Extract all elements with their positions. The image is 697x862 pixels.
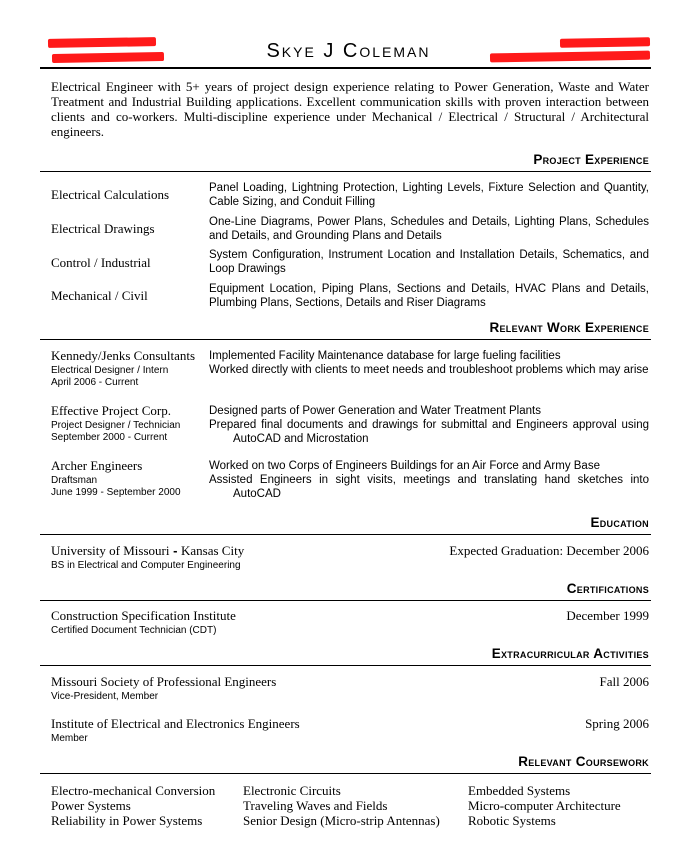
summary-paragraph: Electrical Engineer with 5+ years of project design experience relating to Power Generation, Waste and Water Treatment and Industrial Building applications. Excellent communication skills with proven interaction between clients and co-workers. Multi-discipline experience under Mechanical / Electrical / Structural / Architectural engineers. [51, 79, 649, 139]
job-bullet: Implemented Facility Maintenance database for large fueling facilities [209, 350, 561, 362]
certification-organization: Construction Specification Institute [51, 608, 236, 623]
certification-date: December 1999 [566, 608, 649, 623]
course-item: Traveling Waves and Fields [243, 798, 388, 813]
education-graduation: Expected Graduation: December 2006 [449, 543, 649, 558]
coursework-column [468, 783, 621, 828]
job-role: Draftsman [51, 475, 98, 486]
job-role: Project Designer / Technician [51, 420, 181, 431]
course-item: Robotic Systems [468, 813, 556, 828]
course-item: Electronic Circuits [243, 783, 341, 798]
job-bullet: Designed parts of Power Generation and Water Treatment Plants [209, 405, 541, 417]
course-item: Embedded Systems [468, 783, 571, 798]
certification-name: Certified Document Technician (CDT) [51, 625, 217, 636]
job-organization: Effective Project Corp. [51, 403, 171, 418]
project-label: Control / Industrial [51, 255, 151, 270]
resume-name: Skye J Coleman [266, 40, 431, 62]
project-desc: Equipment Location, Piping Plans, Sections and Details, HVAC Plans and Details, Plumbing Plans, Sections, Details and Riser Diagrams [209, 283, 649, 309]
job-bullet: Prepared final documents and drawings for submittal and Engineers approval using AutoCAD and Microstation [209, 419, 649, 445]
activity-date: Fall 2006 [599, 674, 649, 689]
activity-role: Member [51, 733, 88, 744]
course-item: Power Systems [51, 798, 131, 813]
section-divider [40, 665, 651, 666]
project-label: Electrical Calculations [51, 187, 170, 202]
section-title-extracurricular: Extracurricular Activities [491, 646, 649, 661]
coursework-column [243, 783, 440, 828]
section-divider [40, 534, 651, 535]
job-bullet: Worked directly with clients to meet needs and troubleshoot problems which may arise [209, 364, 649, 376]
section-divider [40, 773, 651, 774]
job-organization: Archer Engineers [51, 458, 143, 473]
project-desc: One-Line Diagrams, Power Plans, Schedules and Details, Lighting Plans, Schedules and Details, and Grounding Plans and Details [209, 216, 649, 242]
school-campus: Kansas City [181, 543, 245, 558]
section-divider [40, 339, 651, 340]
job-organization: Kennedy/Jenks Consultants [51, 348, 196, 363]
activity-organization: Missouri Society of Professional Engineers [51, 674, 277, 689]
job-dates: September 2000 - Current [51, 432, 168, 443]
job-bullets [209, 404, 649, 446]
project-desc: Panel Loading, Lightning Protection, Lighting Levels, Fixture Selection and Quantity, Cable Sizing, and Conduit Filling [209, 182, 649, 208]
education-school: University of Missouri - Kansas City [51, 543, 245, 558]
activity-role: Vice-President, Member [51, 691, 159, 702]
section-title-work-experience: Relevant Work Experience [489, 320, 649, 335]
project-desc: System Configuration, Instrument Location and Installation Details, Schematics, and Loop Drawings [209, 249, 649, 275]
section-title-coursework: Relevant Coursework [518, 754, 649, 769]
section-title-education: Education [590, 515, 649, 530]
section-title-project-experience: Project Experience [533, 152, 649, 167]
header-divider [40, 67, 651, 69]
school-name: University of Missouri [51, 543, 170, 558]
coursework-column [51, 783, 215, 828]
job-bullets [209, 349, 649, 377]
job-dates: April 2006 - Current [51, 377, 139, 388]
course-item: Reliability in Power Systems [51, 813, 203, 828]
project-label: Mechanical / Civil [51, 288, 148, 303]
activity-date: Spring 2006 [585, 716, 649, 731]
course-item: Senior Design (Micro-strip Antennas) [243, 813, 440, 828]
course-item: Electro-mechanical Conversion [51, 783, 216, 798]
course-item: Micro-computer Architecture [468, 798, 621, 813]
job-bullet: Worked on two Corps of Engineers Buildings for an Air Force and Army Base [209, 460, 600, 472]
education-degree: BS in Electrical and Computer Engineering [51, 560, 241, 571]
section-divider [40, 171, 651, 172]
job-bullet: Assisted Engineers in sight visits, meetings and translating hand sketches into AutoCAD [209, 474, 649, 500]
job-role: Electrical Designer / Intern [51, 365, 169, 376]
job-bullets [209, 459, 649, 501]
job-dates: June 1999 - September 2000 [51, 487, 181, 498]
project-label: Electrical Drawings [51, 221, 155, 236]
section-title-certifications: Certifications [566, 581, 649, 596]
section-divider [40, 600, 651, 601]
activity-organization: Institute of Electrical and Electronics Engineers [51, 716, 300, 731]
